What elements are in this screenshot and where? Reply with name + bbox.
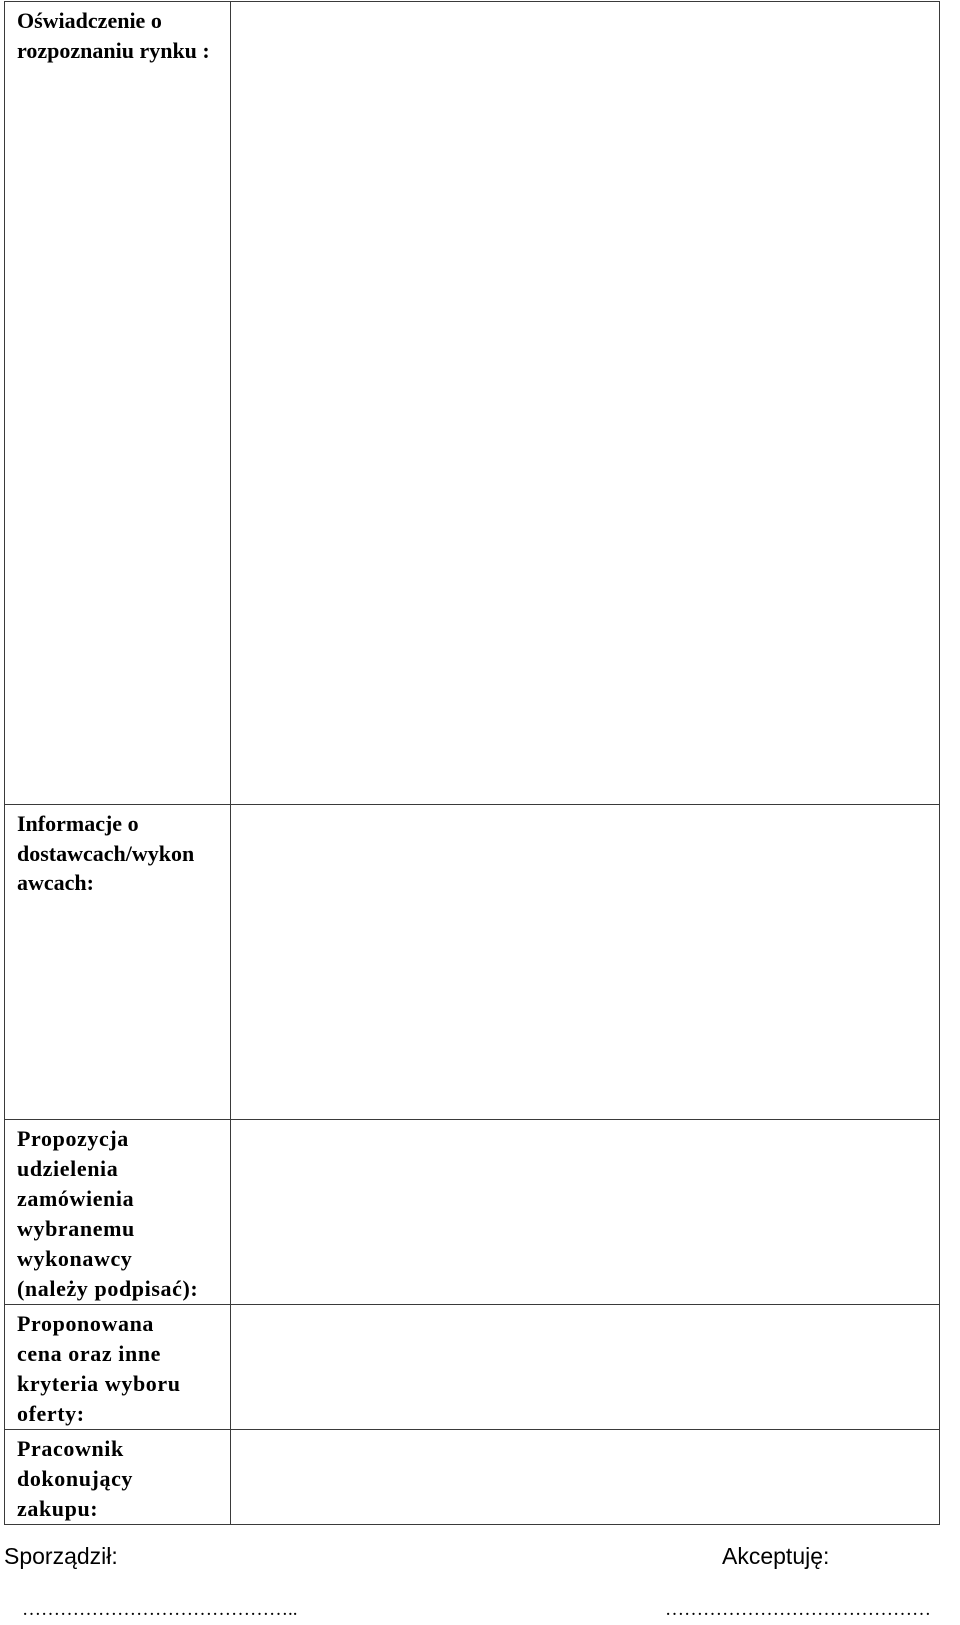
market-statement-field[interactable] bbox=[231, 2, 940, 805]
prepared-by-label: Sporządził: bbox=[4, 1543, 118, 1569]
accepted-by-signature-line: …………………………………… bbox=[665, 1599, 931, 1620]
label-cell bbox=[5, 1305, 231, 1430]
form-row-market-statement bbox=[5, 2, 940, 805]
order-proposal-label: Propozycja udzielenia zamówienia wybranemu wykonawcy (należy podpisać): bbox=[17, 1126, 199, 1301]
suppliers-info-field[interactable] bbox=[231, 805, 940, 1120]
market-statement-label: Oświadczenie o rozpoznaniu rynku : bbox=[17, 8, 210, 63]
proposed-price-label: Proponowana cena oraz inne kryteria wyboru oferty: bbox=[17, 1311, 181, 1426]
form-row-suppliers-info bbox=[5, 805, 940, 1120]
suppliers-info-label: Informacje o dostawcach/wykon awcach: bbox=[17, 811, 195, 895]
statement-form-table bbox=[4, 1, 940, 1525]
label-cell bbox=[5, 2, 231, 805]
prepared-by-signature-line: …………………………………….. bbox=[22, 1599, 298, 1620]
purchasing-employee-label: Pracownik dokonujący zakupu: bbox=[17, 1436, 134, 1521]
form-row-proposed-price bbox=[5, 1305, 940, 1430]
purchasing-employee-field[interactable] bbox=[231, 1430, 940, 1525]
label-cell bbox=[5, 1120, 231, 1305]
label-cell bbox=[5, 805, 231, 1120]
proposed-price-field[interactable] bbox=[231, 1305, 940, 1430]
accepted-by-label: Akceptuję: bbox=[722, 1543, 830, 1569]
order-proposal-field[interactable] bbox=[231, 1120, 940, 1305]
label-cell bbox=[5, 1430, 231, 1525]
form-row-purchasing-employee bbox=[5, 1430, 940, 1525]
form-row-order-proposal bbox=[5, 1120, 940, 1305]
